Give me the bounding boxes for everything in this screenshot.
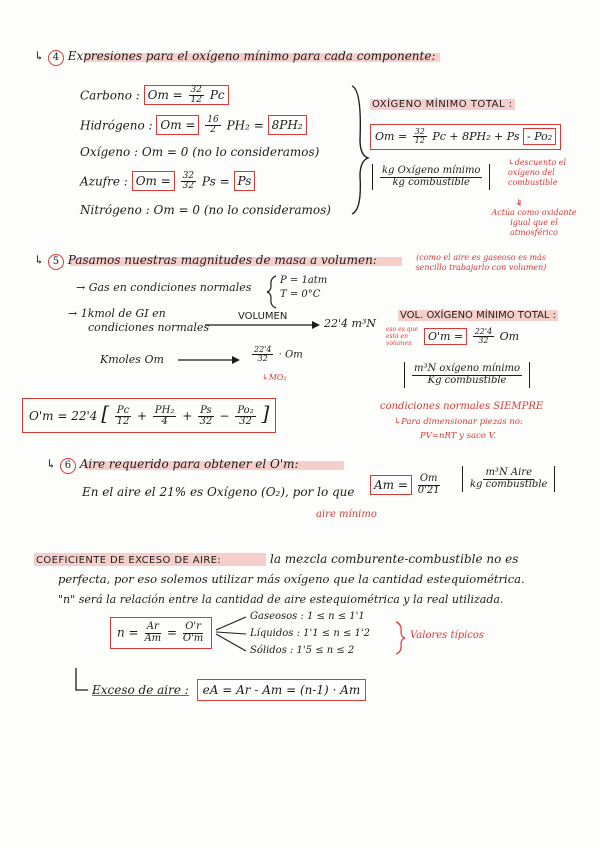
volume-side-note: eso es que está en volumen	[386, 326, 418, 348]
section-title: Aire requerido para obtener el O'm:	[79, 457, 299, 471]
section6-heading	[46, 458, 299, 474]
total-num: 32	[414, 127, 425, 136]
nitrogeno-line: Nitrógeno : Om = 0 (no lo consideramos)	[80, 203, 331, 217]
vol-formula	[424, 328, 519, 346]
n-f1-den: Am	[144, 632, 162, 644]
am-num: Om	[419, 473, 438, 484]
n-f2-den: O'm	[182, 632, 204, 644]
carbono-label: Carbono :	[80, 88, 140, 103]
kmoles-num: 22'4	[254, 345, 272, 354]
exceso-formula: eA = Ar - Am = (n-1) · Am	[197, 679, 367, 701]
coef-text1: la mezcla comburente-combustible no es	[270, 552, 519, 566]
section4-heading	[34, 50, 436, 66]
section-title: Pasamos nuestras magnitudes de masa a volumen:	[67, 253, 377, 267]
azufre-lhs: Om =	[135, 174, 171, 189]
vol-den: 32	[478, 336, 489, 346]
total-title	[370, 100, 515, 110]
vol-var: Om	[499, 329, 520, 343]
total-title-text: OXÍGENO MÍNIMO TOTAL :	[372, 99, 513, 110]
am-units	[462, 466, 555, 492]
total-rest: Pc + 8PH₂ + Ps	[432, 129, 520, 143]
carbono-lhs: Om =	[147, 88, 183, 103]
section5-heading	[34, 254, 377, 270]
azufre-label: Azufre :	[80, 174, 128, 189]
n-lhs: n =	[117, 625, 139, 640]
kmoles-label: Kmoles Om	[100, 353, 164, 366]
vol-title-text: VOL. OXÍGENO MÍNIMO TOTAL :	[400, 310, 557, 321]
hidrogeno-den: 2	[210, 125, 216, 136]
carbono-line	[80, 86, 229, 106]
cond-note: condiciones normales SIEMPRE	[380, 401, 544, 412]
gaseosos-range: Gaseosos : 1 ≤ n ≤ 1'1	[250, 611, 365, 622]
vol-num: 22'4	[474, 327, 493, 336]
big-t4-den: 32	[239, 416, 252, 427]
hidrogeno-var: PH₂ =	[226, 118, 264, 133]
cond-note2: ↳Para dimensionar piezas no:	[394, 417, 523, 427]
down-arrow-icon: ↓	[515, 198, 522, 207]
kmoles-var: · Om	[278, 349, 303, 361]
carbono-var: Pc	[209, 88, 225, 103]
am-units-num: m³N Aire	[485, 467, 532, 478]
units-den: kg combustible	[392, 176, 470, 188]
am-lhs: Am =	[370, 475, 412, 495]
n-f2-num: O'r	[185, 621, 201, 632]
oxigeno-line: Oxígeno : Om = 0 (no lo consideramos)	[80, 145, 320, 159]
cond-note3: PV=nRT y saco V.	[420, 431, 496, 441]
hidrogeno-line	[80, 116, 307, 136]
arrow-icon: ↳	[34, 49, 45, 63]
kmoles-formula	[250, 346, 303, 364]
azufre-den: 32	[182, 181, 195, 192]
vol-units-den: Kg combustible	[427, 374, 507, 386]
am-formula	[370, 474, 442, 496]
azufre-line	[80, 172, 255, 192]
hidrogeno-rhs: 8PH₂	[268, 115, 307, 135]
big-t2-den: 4	[161, 416, 168, 427]
n-f1-num: Ar	[146, 621, 159, 632]
arrow-icon: ↳	[34, 253, 45, 267]
total-den: 12	[414, 136, 425, 146]
aire-minimo-note: aire mínimo	[316, 509, 377, 520]
big-t1-den: 12	[116, 416, 130, 427]
exceso-line	[92, 684, 366, 696]
vol-lhs: O'm =	[424, 328, 467, 345]
p-cond: P = 1atm	[280, 275, 328, 286]
big-t3-den: 32	[199, 416, 213, 427]
aire-line: En el aire el 21% es Oxígeno (O₂), por lo que	[82, 485, 355, 499]
gas-line: → Gas en condiciones normales	[76, 281, 252, 294]
coef-text2: perfecta, por eso solemos utilizar más oxígeno que la cantidad estequiométrica.	[58, 572, 525, 586]
total-lhs: Om =	[375, 129, 408, 143]
arrow-icon: ↳	[46, 457, 57, 471]
am-den: 0'21	[417, 484, 440, 496]
t-cond: T = 0°C	[280, 289, 321, 300]
volumen-label: VOLUMEN	[238, 311, 288, 322]
brace-right	[352, 86, 368, 214]
big-t1-num: Pc	[116, 404, 130, 416]
azufre-rhs: Ps	[234, 171, 256, 191]
kmol-line1: → 1kmol de GI en	[68, 307, 166, 320]
big-t3-num: Ps	[200, 404, 212, 416]
vol-units	[404, 362, 530, 388]
kmol-line2: condiciones normales	[88, 321, 210, 334]
section-number: 5	[48, 254, 64, 270]
descuento-note: ↳descuento el oxígeno del combustible	[508, 158, 567, 187]
total-units	[372, 164, 490, 190]
coef-text3: "n" será la relación entre la cantidad de aire estequiométrica y la real utilizada.	[58, 593, 504, 606]
carbono-den: 12	[190, 95, 202, 106]
total-minus: - Po₂	[523, 128, 556, 145]
solidos-range: Sólidos : 1'5 ≤ n ≤ 2	[250, 645, 355, 656]
big-t4-num: Po₂	[237, 404, 254, 416]
oxidante-note: Actúa como oxidante igual que el atmosférico	[491, 208, 577, 237]
big-t2-num: PH₂	[154, 404, 175, 416]
azufre-var: Ps =	[201, 174, 230, 189]
section-number: 6	[60, 458, 76, 474]
coef-title: COEFICIENTE DE EXCESO DE AIRE:	[36, 555, 222, 566]
aside-note: (como el aire es gaseoso es más sencillo trabajarlo con volumen)	[415, 253, 547, 273]
big-lhs: O'm = 22'4	[29, 409, 98, 423]
vol-value: 22'4 m³N	[324, 317, 376, 330]
section-number: 4	[48, 50, 64, 66]
azufre-num: 32	[182, 171, 195, 181]
am-units-den: kg combustible	[470, 478, 548, 490]
exceso-label: Exceso de aire :	[92, 683, 189, 697]
hidrogeno-num: 16	[207, 115, 219, 125]
carbono-num: 32	[190, 85, 202, 95]
vol-title	[398, 311, 558, 321]
n-formula: n = $\frac{Ar}{Am}$ = $\frac{O'r}{O'm}$	[110, 617, 212, 649]
units-num: kg Oxígeno mínimo	[382, 165, 481, 176]
big-formula: O'm = 22'4 [ $\frac{Pc}{12}$ + $\frac{\text{PH₂}}{4}$ + $\frac{Ps}{32}$ − $\frac{\text{Po₂}}{32}$ ]	[22, 398, 276, 433]
vol-units-num: m³N oxígeno mínimo	[414, 363, 521, 374]
hidrogeno-label: Hidrógeno :	[80, 118, 153, 133]
mo2-note: ↳MO₂	[262, 373, 287, 382]
kmoles-den: 32	[257, 354, 268, 364]
section-title: Expresiones para el oxígeno mínimo para cada componente:	[67, 49, 436, 63]
liquidos-range: Líquidos : 1'1 ≤ n ≤ 1'2	[250, 628, 371, 639]
hidrogeno-lhs: Om =	[160, 118, 196, 133]
total-formula	[370, 124, 561, 150]
valores-note: Valores típicos	[410, 630, 485, 641]
